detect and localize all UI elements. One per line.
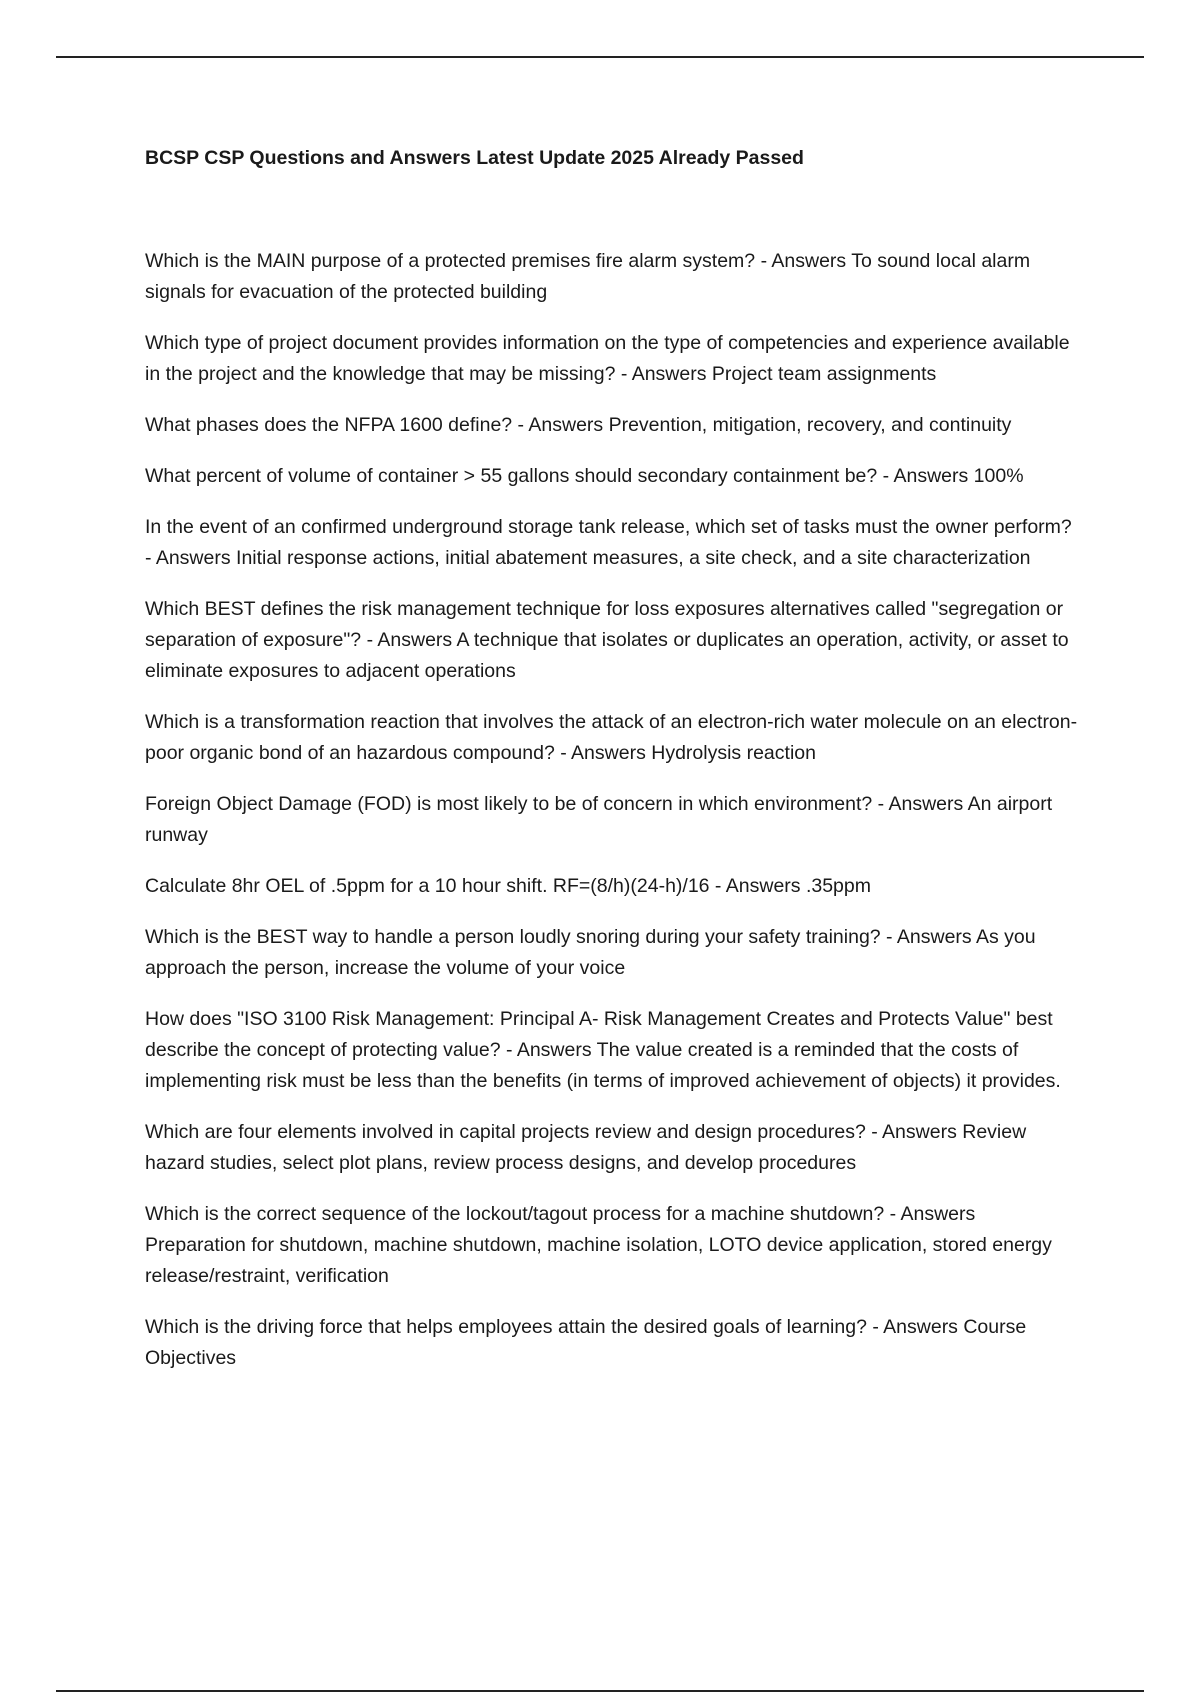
qa-item: Calculate 8hr OEL of .5ppm for a 10 hour shift. RF=(8/h)(24-h)/16 - Answers .35ppm: [145, 875, 871, 897]
qa-item: Which is the MAIN purpose of a protected premises fire alarm system? - Answers To sound local alarm signals for evacuation of the protected building: [145, 250, 1031, 303]
qa-item: How does "ISO 3100 Risk Management: Principal A- Risk Management Creates and Protects Value" best describe the concept of protecting value? - Answers The value created is a reminded that the costs of implementing risk must be less than the benefits (in terms of improved achievement of objects) it provides.: [145, 1008, 1061, 1092]
qa-list: [145, 246, 1080, 1394]
qa-item: Foreign Object Damage (FOD) is most likely to be of concern in which environment? - Answers An airport runway: [145, 793, 1053, 846]
footer-rule: [56, 1690, 1144, 1692]
qa-item: What phases does the NFPA 1600 define? - Answers Prevention, mitigation, recovery, and continuity: [145, 414, 1012, 436]
qa-item: Which BEST defines the risk management technique for loss exposures alternatives called "segregation or separation of exposure"? - Answers A technique that isolates or duplicates an operation, activity, or asset to eliminate exposures to adjacent operations: [145, 598, 1069, 682]
header-rule: [56, 56, 1144, 58]
qa-item: Which is the correct sequence of the lockout/tagout process for a machine shutdown? - Answers Preparation for shutdown, machine shutdown, machine isolation, LOTO device application, stored energy release/restraint, verification: [145, 1203, 1052, 1287]
qa-item: Which are four elements involved in capital projects review and design procedures? - Answers Review hazard studies, select plot plans, review process designs, and develop procedures: [145, 1121, 1027, 1174]
qa-item: In the event of an confirmed underground storage tank release, which set of tasks must the owner perform? - Answers Initial response actions, initial abatement measures, a site check, and a site characterization: [145, 516, 1072, 569]
qa-item: Which type of project document provides information on the type of competencies and experience available in the project and the knowledge that may be missing? - Answers Project team assignments: [145, 332, 1070, 385]
qa-item: Which is the driving force that helps employees attain the desired goals of learning? - Answers Course Objectives: [145, 1316, 1027, 1369]
qa-item: Which is the BEST way to handle a person loudly snoring during your safety training? - Answers As you approach the person, increase the volume of your voice: [145, 926, 1036, 979]
qa-item: Which is a transformation reaction that involves the attack of an electron-rich water molecule on an electron-poor organic bond of an hazardous compound? - Answers Hydrolysis reaction: [145, 711, 1078, 764]
document-title: BCSP CSP Questions and Answers Latest Update 2025 Already Passed: [145, 147, 804, 169]
qa-item: What percent of volume of container > 55 gallons should secondary containment be? - Answers 100%: [145, 465, 1024, 487]
